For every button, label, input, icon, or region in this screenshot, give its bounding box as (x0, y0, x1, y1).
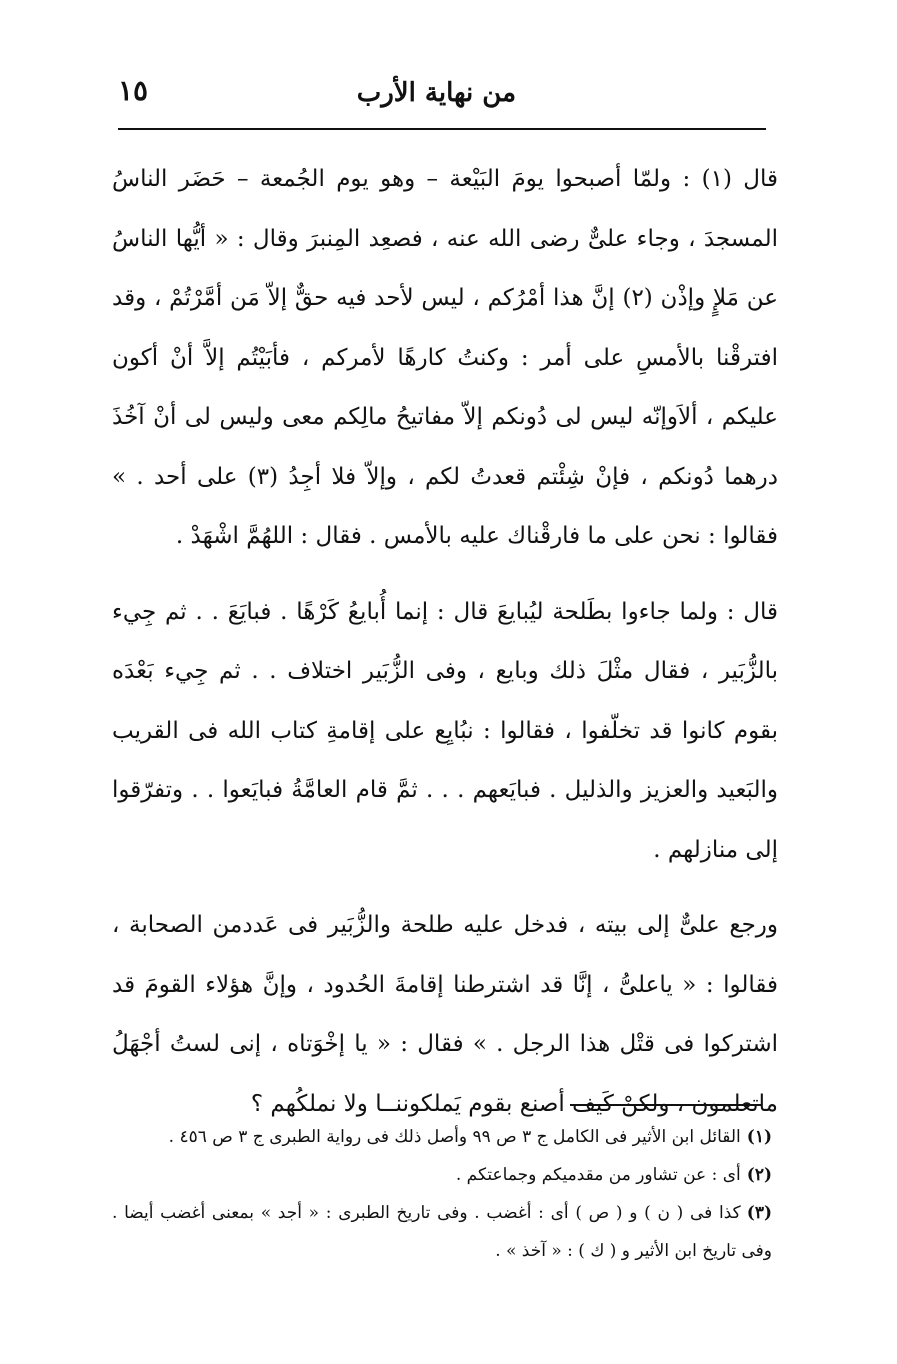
footnote-marker: (١) (746, 1127, 772, 1147)
paragraph-talha-zubayr: قال : ولما جاءوا بطَلحة ليُبايعَ قال : إنما أُبايعُ كَرْهًا . فبايَعَ . . ثم جِيء بالزُّبَير ، فقال مثْلَ ذلك وبايع ، وفى الزُّبَير اختلاف . . ثم جِيء بَعْدَه بقوم كانوا قد تخلّفوا ، فقالوا : نبُايِع على إقامةِ كتاب الله فى القريب والبَعيد والعزيز والذليل . فبايَعهم . . . ثمَّ قام العامَّةُ فبايَعوا . . وتفرّقوا إلى منازلهم . (112, 598, 778, 863)
footnote-marker: (٢) (746, 1165, 772, 1185)
footnote-text: القائل ابن الأثير فى الكامل ج ٣ ص ٩٩ وأصل ذلك فى رواية الطبرى ج ٣ ص ٤٥٦ . (168, 1127, 741, 1147)
running-title: من نهاية الأرب (356, 78, 516, 108)
footnote (112, 1118, 772, 1156)
footnote (112, 1194, 772, 1270)
paragraph-ali-returns: ورجع علىٌّ إلى بيته ، فدخل عليه طلحة والزُّبَير فى عَددمن الصحابة ، فقالوا : « ياعلىُّ ، إنَّا قد اشترطنا إقامةَ الحُدود ، وإنَّ هؤلاء القومَ قد اشتركوا فى قتْل هذا الرجل . » فقال : « يا إخْوَتاه ، إنى لستُ أجْهَلُ ماتعلمون ، ولكنْ كَيف أصنع بقوم يَملكوننــا ولا نملكُهم ؟ (112, 912, 778, 1117)
footnote-marker: (٣) (746, 1203, 772, 1223)
paragraph-bay-a: قال (١) : ولمّا أصبحوا يومَ البَيْعة – وهو يوم الجُمعة – حَضَر الناسُ المسجدَ ، وجاء علىٌّ رضى الله عنه ، فصعِد المِنبرَ وقال : « أيُّها الناسُ عن مَلإٍ وإذْن (٢) إنَّ هذا أمْرُكم ، ليس لأحد فيه حقٌّ إلاّ مَن أمَّرْتُمْ ، وقد افترقْنا بالأمسِ على أمر : وكنتُ كارهًا لأمركم ، فأبَيْتُم إلاَّ أنْ أكون عليكم ، ألاَوإنّه ليس لى دُونكم إلاّ مفاتيحُ مالِكم معى وليس لى أنْ آخُذَ درهما دُونكم ، فإنْ شِئْتم قعدتُ لكم ، وإلاّ فلا أجِدُ (٣) على أحد . » فقالوا : نحن على ما فارقْناك عليه بالأمس . فقال : اللهُمَّ اشْهَدْ . (112, 166, 779, 549)
footnote (112, 1156, 772, 1194)
footnotes (112, 1118, 772, 1270)
footnote-text: أى : عن تشاور من مقدميكم وجماعتكم . (455, 1165, 741, 1185)
page-number: ١٥ (118, 74, 149, 107)
main-text (112, 150, 778, 1134)
header-rule (118, 128, 766, 130)
page-header (118, 62, 766, 120)
footnote-rule (570, 1104, 762, 1106)
footnote-text: كذا فى ( ن ) و ( ص ) أى : أغضب . وفى تاريخ الطبرى : « أجد » بمعنى أغضب أيضا . وفى تاريخ ابن الأثير و ( ك ) : « آخذ » . (112, 1203, 772, 1261)
